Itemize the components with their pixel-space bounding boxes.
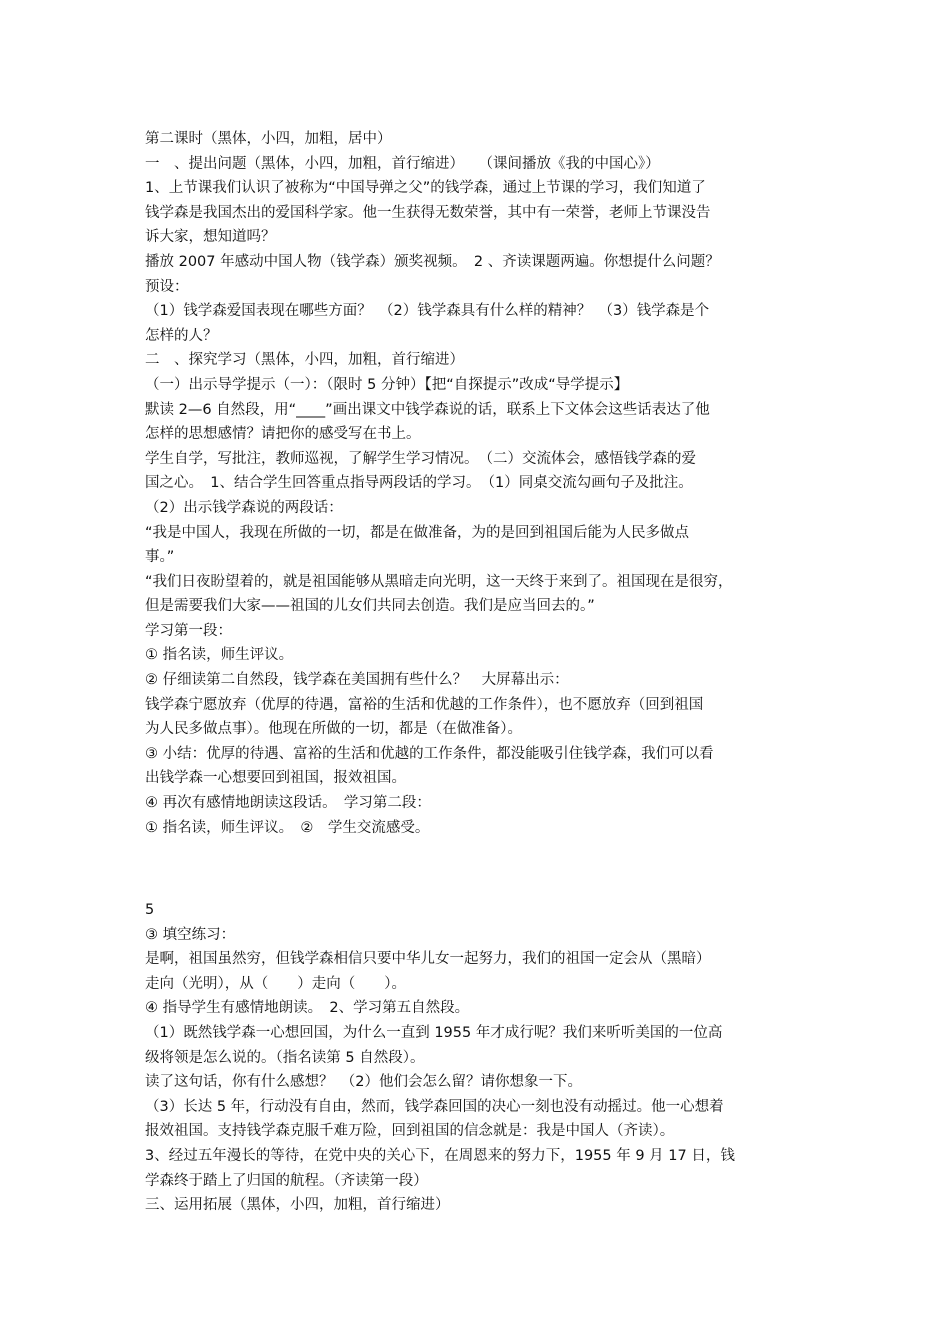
lesson-text-part-2 [145, 898, 825, 1218]
quote-line: “我是中国人，我现在所做的一切，都是在做准备，为的是回到祖国后能为人民多做点 [145, 524, 690, 541]
text-line: 走向（光明），从（ ）走向（ ）。 [145, 975, 406, 992]
text-line: 出钱学森一心想要回到祖国，报效祖国。 [145, 770, 406, 787]
text-line: 为人民多做点事）。他现在所做的一切，都是（在做准备）。 [145, 721, 522, 738]
text-line: 级将领是怎么说的。（指名读第 5 自然段）。 [145, 1049, 425, 1066]
list-item: ① 指名读，师生评议。 [145, 647, 294, 664]
text-line: 读了这句话，你有什么感想？ （2）他们会怎么留？请你想象一下。 [145, 1074, 582, 1091]
list-item: ④ 指导学生有感情地朗读。 2、学习第五自然段。 [145, 1000, 470, 1017]
text-line: 怎样的人？ [145, 327, 218, 344]
list-item: ② 仔细读第二自然段，钱学森在美国拥有些什么？ 大屏幕出示： [145, 672, 569, 689]
text-line: （3）长达 5 年，行动没有自由，然而，钱学森回国的决心一刻也没有动摇过。他一心想着 [145, 1098, 724, 1115]
quote-line: 但是需要我们大家——祖国的儿女们共同去创造。我们是应当回去的。” [145, 598, 595, 615]
text-line: 预设： [145, 278, 189, 295]
text-line: 学生自学，写批注，教师巡视，了解学生学习情况。 （二）交流体会，感悟钱学森的爱 [145, 450, 696, 467]
text-line: （1）既然钱学森一心想回国，为什么一直到 1955 年才成行呢？我们来听听美国的一位高 [145, 1024, 723, 1041]
text-line: 怎样的思想感情？请把你的感受写在书上。 [145, 426, 421, 443]
text-line: 国之心。 1、结合学生回答重点指导两段话的学习。 （1）同桌交流勾画句子及批注。 [145, 475, 693, 492]
page-number: 5 [145, 902, 155, 918]
text-line: 报效祖国。支持钱学森克服千难万险，回到祖国的信念就是：我是中国人（齐读）。 [145, 1123, 675, 1140]
text-line: 3、经过五年漫长的等待，在党中央的关心下，在周恩来的努力下，1955 年 9 月 17 日，钱 [145, 1147, 735, 1164]
text-line: 学习第一段： [145, 622, 232, 639]
list-item: ③ 填空练习： [145, 926, 236, 943]
text-line: 是啊，祖国虽然穷，但钱学森相信只要中华儿女一起努力，我们的祖国一定会从（黑暗） [145, 951, 711, 968]
quote-line: “我们日夜盼望着的，就是祖国能够从黑暗走向光明，这一天终于来到了。祖国现在是很穷， [145, 573, 733, 590]
quote-line: 事。” [145, 549, 175, 566]
section-heading-1: 一 、提出问题（黑体，小四，加粗，首行缩进） （课间播放《我的中国心》） [145, 155, 660, 172]
list-item: ④ 再次有感情地朗读这段话。 学习第二段： [145, 795, 431, 812]
text-line: （1）钱学森爱国表现在哪些方面？ （2）钱学森具有什么样的精神？ （3）钱学森是个 [145, 303, 710, 320]
text-line: （2）出示钱学森说的两段话： [145, 499, 343, 516]
text-line: 默读 2—6 自然段，用“____”画出课文中钱学森说的话，联系上下文体会这些话表达了他 [145, 401, 710, 418]
list-item: ③ 小结：优厚的待遇、富裕的生活和优越的工作条件，都没能吸引住钱学森，我们可以看 [145, 745, 714, 762]
section-heading-3: 三、运用拓展（黑体，小四，加粗，首行缩进） [145, 1197, 450, 1214]
text-line: 学森终于踏上了归国的航程。（齐读第一段） [145, 1172, 428, 1189]
text-line: 播放 2007 年感动中国人物（钱学森）颁奖视频。 2 、齐读课题两遍。你想提什么问题？ [145, 253, 720, 270]
text-line: 1、上节课我们认识了被称为“中国导弹之父”的钱学森，通过上节课的学习，我们知道了 [145, 180, 706, 197]
text-line: 钱学森宁愿放弃（优厚的待遇，富裕的生活和优越的工作条件），也不愿放弃（回到祖国 [145, 696, 704, 713]
text-line: 钱学森是我国杰出的爱国科学家。他一生获得无数荣誉，其中有一荣誉，老师上节课没告 [145, 204, 711, 221]
list-item: ① 指名读，师生评议。 ② 学生交流感受。 [145, 819, 430, 836]
section-heading-2: 二 、探究学习（黑体，小四，加粗，首行缩进） [145, 352, 464, 369]
lesson-title: 第二课时（黑体，小四，加粗，居中） [145, 131, 392, 147]
text-line: （一）出示导学提示（一）：（限时 5 分钟）【把“自探提示”改成“导学提示】 [145, 376, 629, 393]
text-line: 诉大家，想知道吗？ [145, 229, 276, 246]
lesson-text-part-1 [145, 127, 825, 840]
